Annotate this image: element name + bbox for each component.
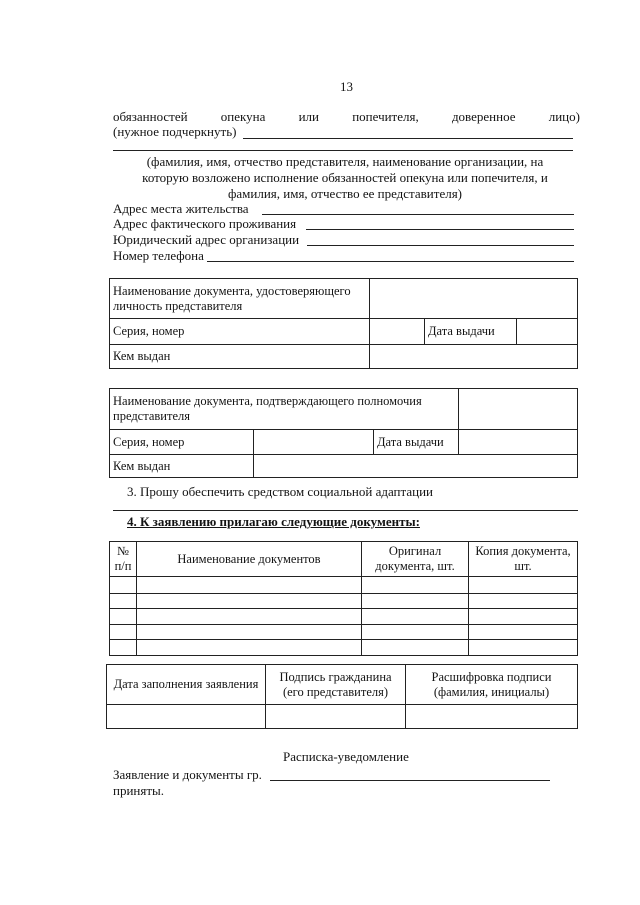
docs-header-name: Наименование документов [137, 542, 362, 577]
item4-text: 4. К заявлению прилагаю следующие документы: [127, 514, 420, 529]
representative-caption: (фамилия, имя, отчество представителя, наименование организации, на которую возложено исполнение обязанностей опекуна или попечителя, и фамилия, имя, отчество ее представителя) [142, 154, 548, 201]
docs-header-original: Оригинал документа, шт. [362, 542, 469, 577]
table-row [110, 577, 578, 594]
signature-value[interactable] [266, 705, 406, 729]
intro-word: доверенное [451, 109, 516, 124]
docs-header-number: № п/п [110, 542, 137, 577]
identity-series-label: Серия, номер [110, 319, 370, 345]
identity-issued-by-label: Кем выдан [110, 345, 370, 369]
actual-address-field[interactable] [306, 229, 574, 230]
identity-issued-by-value[interactable] [370, 345, 578, 369]
residence-label: Адрес места жительства [113, 201, 249, 216]
identity-date-label: Дата выдачи [425, 319, 517, 345]
signature-header-date: Дата заполнения заявления [107, 665, 266, 705]
signature-decode-value[interactable] [406, 705, 578, 729]
authority-date-label: Дата выдачи [374, 430, 459, 455]
legal-address-label: Юридический адрес организации [113, 232, 300, 247]
phone-field[interactable] [207, 261, 574, 262]
intro-word: лицо) [548, 109, 580, 124]
identity-date-value[interactable] [517, 319, 578, 345]
legal-address-field[interactable] [307, 245, 574, 246]
page-number: 13 [340, 79, 353, 94]
authority-date-value[interactable] [459, 430, 578, 455]
authority-doc-name-value[interactable] [459, 389, 578, 430]
item3-line[interactable] [113, 510, 578, 511]
receipt-line1: Заявление и документы гр. [113, 767, 262, 782]
underline-note: (нужное подчеркнуть) [113, 124, 237, 139]
authority-doc-table [109, 388, 578, 478]
intro-word: обязанностей [113, 109, 188, 124]
receipt-name-field[interactable] [270, 780, 550, 781]
docs-table [109, 541, 578, 656]
intro-word: попечителя, [352, 109, 419, 124]
signature-date-value[interactable] [107, 705, 266, 729]
phone-label: Номер телефона [113, 248, 204, 263]
authority-doc-name-label: Наименование документа, подтверждающего полномочия представителя [110, 389, 459, 430]
table-row [110, 594, 578, 609]
intro-line [113, 109, 580, 125]
authority-issued-by-value[interactable] [254, 455, 578, 478]
authority-issued-by-label: Кем выдан [110, 455, 254, 478]
representative-line [113, 150, 573, 151]
intro-word: опекуна [220, 109, 266, 124]
item3-text: 3. Прошу обеспечить средством социальной адаптации [127, 484, 433, 499]
table-row [110, 640, 578, 656]
table-row [110, 625, 578, 640]
actual-address-label: Адрес фактического проживания [113, 216, 297, 231]
signature-header-signature: Подпись гражданина (его представителя) [266, 665, 406, 705]
table-row [110, 609, 578, 625]
underline-note-line [243, 138, 573, 139]
identity-doc-table [109, 278, 578, 369]
intro-word: или [298, 109, 319, 124]
docs-header-copy: Копия документа, шт. [469, 542, 578, 577]
signature-header-decode: Расшифровка подписи (фамилия, инициалы) [406, 665, 578, 705]
receipt-line2: приняты. [113, 783, 165, 798]
identity-doc-name-value[interactable] [370, 279, 578, 319]
authority-series-label: Серия, номер [110, 430, 254, 455]
residence-field[interactable] [262, 214, 574, 215]
authority-series-value[interactable] [254, 430, 374, 455]
receipt-title: Расписка-уведомление [283, 749, 409, 764]
identity-doc-name-label: Наименование документа, удостоверяющего личность представителя [110, 279, 370, 319]
signature-table [106, 664, 578, 729]
identity-series-value[interactable] [370, 319, 425, 345]
